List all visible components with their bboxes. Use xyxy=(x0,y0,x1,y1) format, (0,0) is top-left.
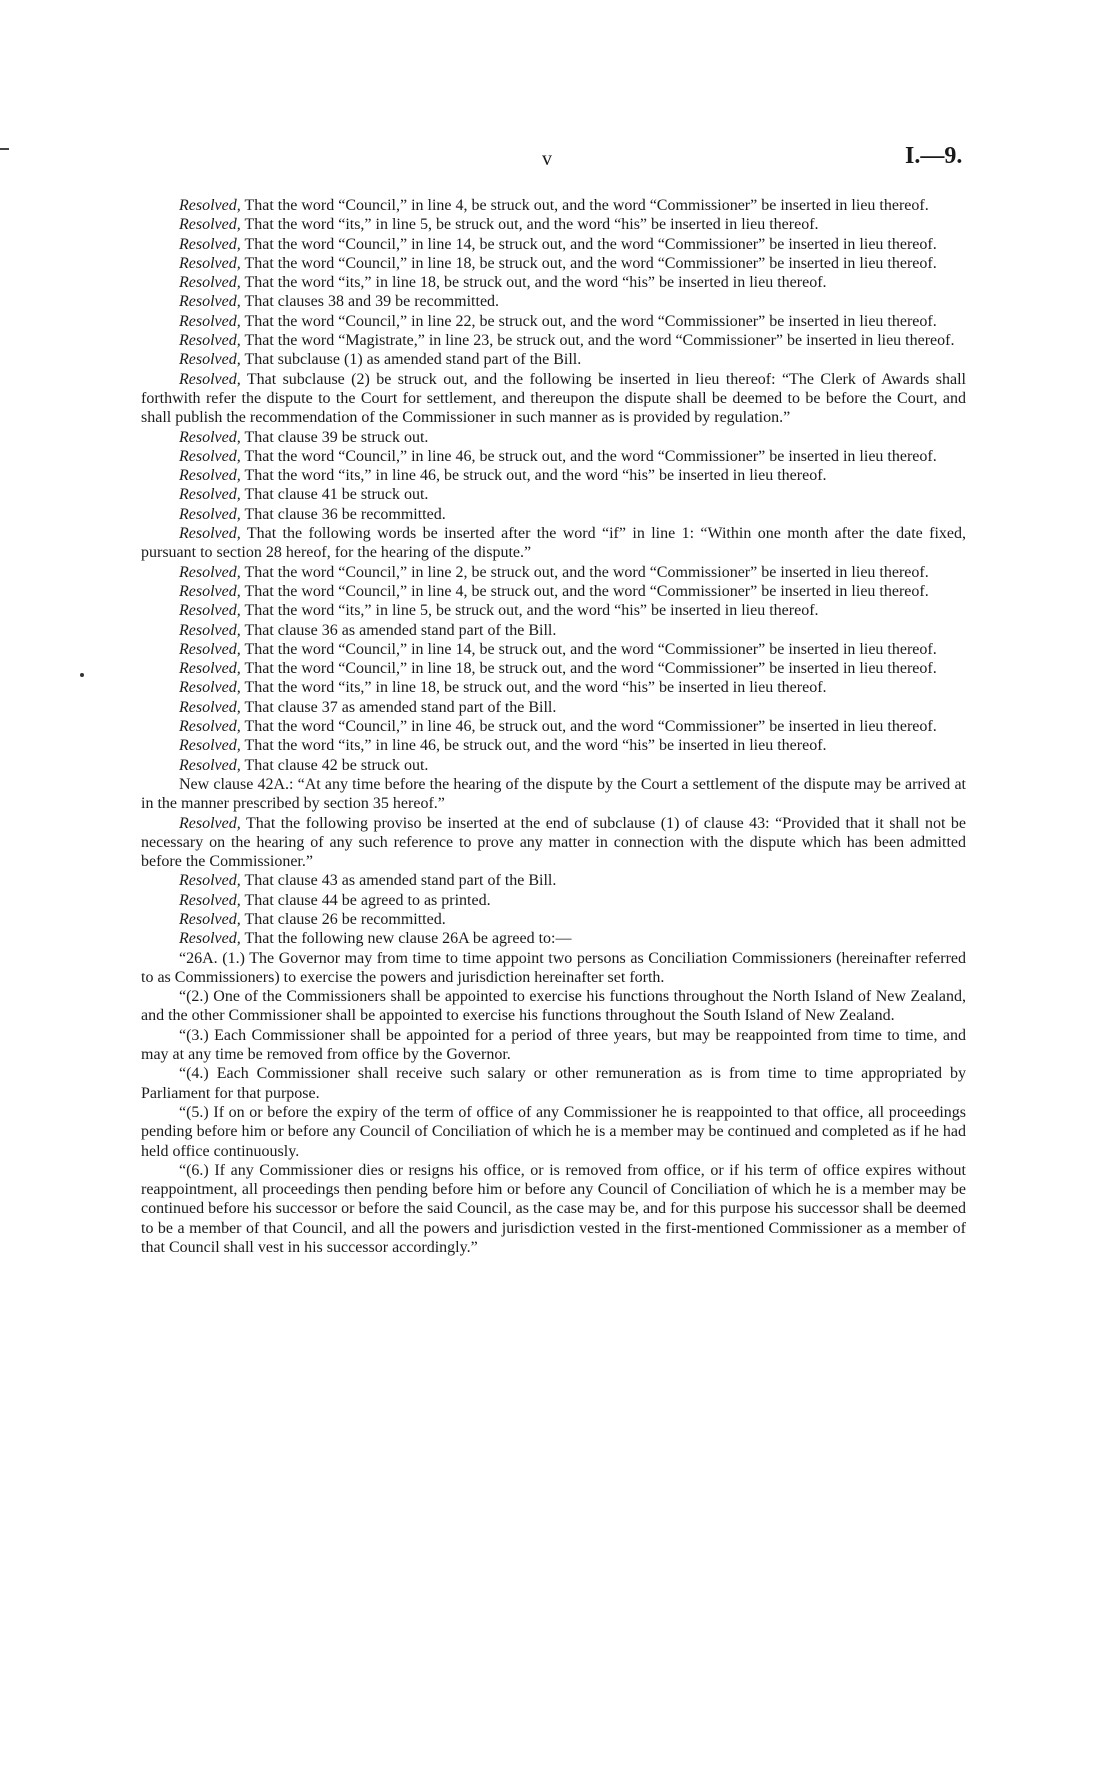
resolved-label: Resolved, xyxy=(179,293,241,311)
paragraph-text: “(6.) If any Commissioner dies or resigns his office, or is removed from office, or if his term of office expires without reappointment, all proceedings then pending before him or before any Council of Conciliation of which he is a member may be continued before his successor or before the said Council, as the case may be, and for this purpose his successor shall be deemed to be a member of that Council, and all the powers and jurisdiction vested in the first-mentioned Commissioner as a member of that Council shall vest in his successor accordingly.” xyxy=(141,1161,966,1257)
paragraph-text: That clause 43 as amended stand part of the Bill. xyxy=(240,872,557,890)
resolution-paragraph xyxy=(141,910,966,929)
resolved-label: Resolved, xyxy=(179,332,241,350)
resolution-paragraph xyxy=(141,1064,966,1103)
resolved-label: Resolved, xyxy=(179,274,241,292)
paragraph-text: That the word “its,” in line 18, be struck out, and the word “his” be inserted in lieu thereof. xyxy=(240,679,827,697)
paragraph-text: That the word “Council,” in line 46, be struck out, and the word “Commissioner” be inserted in lieu thereof. xyxy=(240,718,937,736)
resolution-paragraph xyxy=(141,756,966,775)
resolved-label: Resolved, xyxy=(179,910,241,928)
resolution-paragraph xyxy=(141,640,966,659)
paragraph-text: “(4.) Each Commissioner shall receive such salary or other remuneration as is from time to time appropriated by Parliament for that purpose. xyxy=(141,1065,966,1102)
resolution-paragraph xyxy=(141,254,966,273)
resolution-paragraph xyxy=(141,891,966,910)
resolution-paragraph xyxy=(141,601,966,620)
resolution-paragraph xyxy=(141,370,966,428)
resolution-paragraph xyxy=(141,949,966,988)
resolution-paragraph xyxy=(141,273,966,292)
paragraph-text: That the word “its,” in line 18, be struck out, and the word “his” be inserted in lieu thereof. xyxy=(240,274,827,292)
paragraph-text: That the word “Magistrate,” in line 23, be struck out, and the word “Commissioner” be inserted in lieu thereof. xyxy=(240,332,955,350)
resolved-label: Resolved, xyxy=(179,698,241,716)
resolution-paragraph xyxy=(141,814,966,872)
resolution-paragraph xyxy=(141,196,966,215)
page-number: v xyxy=(542,148,553,170)
paragraph-text: That subclause (1) as amended stand part of the Bill. xyxy=(240,351,582,369)
paragraph-text: That the word “its,” in line 46, be struck out, and the word “his” be inserted in lieu thereof. xyxy=(240,737,827,755)
paragraph-text: That the word “Council,” in line 2, be struck out, and the word “Commissioner” be inserted in lieu thereof. xyxy=(240,563,929,581)
resolved-label: Resolved, xyxy=(179,254,241,272)
resolution-paragraph xyxy=(141,698,966,717)
paragraph-text: That clauses 38 and 39 be recommitted. xyxy=(240,293,500,311)
resolved-label: Resolved, xyxy=(179,370,241,388)
resolution-paragraph xyxy=(141,235,966,254)
resolved-label: Resolved, xyxy=(179,582,241,600)
paragraph-text: That clause 26 be recommitted. xyxy=(240,910,446,928)
resolution-paragraph xyxy=(141,871,966,890)
paragraph-text: That the word “its,” in line 5, be struck out, and the word “his” be inserted in lieu thereof. xyxy=(240,216,819,234)
paragraph-text: That the word “Council,” in line 46, be struck out, and the word “Commissioner” be inserted in lieu thereof. xyxy=(240,447,937,465)
resolution-paragraph xyxy=(141,485,966,504)
margin-mark xyxy=(0,148,9,150)
paragraph-text: That the word “Council,” in line 14, be struck out, and the word “Commissioner” be inserted in lieu thereof. xyxy=(240,235,937,253)
resolution-paragraph xyxy=(141,563,966,582)
resolved-label: Resolved, xyxy=(179,756,241,774)
resolution-paragraph xyxy=(141,717,966,736)
resolution-paragraph xyxy=(141,1161,966,1257)
resolved-label: Resolved, xyxy=(179,891,241,909)
resolved-label: Resolved, xyxy=(179,563,241,581)
resolved-label: Resolved, xyxy=(179,621,241,639)
resolved-label: Resolved, xyxy=(179,640,241,658)
paragraph-text: That the word “Council,” in line 14, be struck out, and the word “Commissioner” be inserted in lieu thereof. xyxy=(240,640,937,658)
resolved-label: Resolved, xyxy=(179,814,241,832)
paragraph-text: That the word “its,” in line 46, be struck out, and the word “his” be inserted in lieu thereof. xyxy=(240,467,827,485)
resolution-paragraph xyxy=(141,621,966,640)
resolved-label: Resolved, xyxy=(179,660,241,678)
resolved-label: Resolved, xyxy=(179,679,241,697)
resolution-paragraph xyxy=(141,659,966,678)
margin-dot xyxy=(80,673,84,677)
paragraph-text: That the word “Council,” in line 4, be struck out, and the word “Commissioner” be inserted in lieu thereof. xyxy=(240,197,929,214)
paragraph-text: That clause 36 as amended stand part of the Bill. xyxy=(240,621,557,639)
paragraph-text: That clause 41 be struck out. xyxy=(240,486,429,504)
resolved-label: Resolved, xyxy=(179,930,241,948)
resolved-label: Resolved, xyxy=(179,505,241,523)
paper-reference: I.—9. xyxy=(905,143,963,169)
paragraph-text: That clause 36 be recommitted. xyxy=(240,505,446,523)
resolution-paragraph xyxy=(141,350,966,369)
paragraph-text: That the word “Council,” in line 4, be struck out, and the word “Commissioner” be inserted in lieu thereof. xyxy=(240,582,929,600)
paragraph-text: That clause 42 be struck out. xyxy=(240,756,429,774)
paragraph-text: “(5.) If on or before the expiry of the term of office of any Commissioner he is reappointed to that office, all proceedings pending before him or before any Council of Conciliation of which he is a member may be continued and completed as if he had held office continuously. xyxy=(141,1103,966,1160)
resolution-paragraph xyxy=(141,987,966,1026)
resolved-label: Resolved, xyxy=(179,235,241,253)
resolved-label: Resolved, xyxy=(179,197,241,214)
paragraph-text: That clause 44 be agreed to as printed. xyxy=(240,891,491,909)
resolved-label: Resolved, xyxy=(179,312,241,330)
paragraph-text: That subclause (2) be struck out, and the following be inserted in lieu thereof: “The Clerk of Awards shall forthwith refer the dispute to the Court for settlement, and thereupon the dispute shall be deemed to be before the Court, and shall publish the recommendation of the Commissioner in such manner as is provided by regulation.” xyxy=(141,370,966,427)
resolved-label: Resolved, xyxy=(179,737,241,755)
resolution-paragraph xyxy=(141,582,966,601)
resolution-paragraph xyxy=(141,678,966,697)
resolution-paragraph xyxy=(141,312,966,331)
paragraph-text: That the word “Council,” in line 22, be struck out, and the word “Commissioner” be inserted in lieu thereof. xyxy=(240,312,937,330)
paragraph-text: That clause 37 as amended stand part of the Bill. xyxy=(240,698,557,716)
resolved-label: Resolved, xyxy=(179,428,241,446)
resolution-paragraph xyxy=(141,736,966,755)
document-body xyxy=(141,196,966,1257)
resolution-paragraph xyxy=(141,775,966,814)
resolved-label: Resolved, xyxy=(179,216,241,234)
paragraph-text: That the following new clause 26A be agreed to:— xyxy=(240,930,572,948)
paragraph-text: That the word “Council,” in line 18, be struck out, and the word “Commissioner” be inserted in lieu thereof. xyxy=(240,254,937,272)
resolution-paragraph xyxy=(141,1103,966,1161)
resolved-label: Resolved, xyxy=(179,525,241,543)
paragraph-text: That the word “its,” in line 5, be struck out, and the word “his” be inserted in lieu thereof. xyxy=(240,602,819,620)
paragraph-text: That clause 39 be struck out. xyxy=(240,428,429,446)
resolution-paragraph xyxy=(141,929,966,948)
resolution-paragraph xyxy=(141,428,966,447)
resolution-paragraph xyxy=(141,331,966,350)
resolution-paragraph xyxy=(141,215,966,234)
resolution-paragraph xyxy=(141,1026,966,1065)
resolved-label: Resolved, xyxy=(179,872,241,890)
resolution-paragraph xyxy=(141,524,966,563)
paragraph-text: “26A. (1.) The Governor may from time to time appoint two persons as Conciliation Commissioners (hereinafter referred to as Commissioners) to exercise the powers and jurisdiction hereinafter set forth. xyxy=(141,949,966,986)
paragraph-text: That the word “Council,” in line 18, be struck out, and the word “Commissioner” be inserted in lieu thereof. xyxy=(240,660,937,678)
paragraph-text: New clause 42A.: “At any time before the hearing of the dispute by the Court a settlement of the dispute may be arrived at in the manner prescribed by section 35 hereof.” xyxy=(141,775,966,813)
resolution-paragraph xyxy=(141,505,966,524)
resolved-label: Resolved, xyxy=(179,351,241,369)
resolution-paragraph xyxy=(141,447,966,466)
paragraph-text: “(3.) Each Commissioner shall be appointed for a period of three years, but may be reappointed from time to time, and may at any time be removed from office by the Governor. xyxy=(141,1026,966,1064)
resolved-label: Resolved, xyxy=(179,718,241,736)
resolved-label: Resolved, xyxy=(179,486,241,504)
resolution-paragraph xyxy=(141,292,966,311)
resolution-paragraph xyxy=(141,466,966,485)
paragraph-text: “(2.) One of the Commissioners shall be appointed to exercise his functions throughout the North Island of New Zealand, and the other Commissioner shall be appointed to exercise his functions throughout the South Island of New Zealand. xyxy=(141,988,966,1025)
resolved-label: Resolved, xyxy=(179,467,241,485)
paragraph-text: That the following proviso be inserted at the end of subclause (1) of clause 43: “Provided that it shall not be necessary on the hearing of any such reference to prove any matter in connection with the dispute which has been admitted before the Commissioner.” xyxy=(141,814,966,871)
paragraph-text: That the following words be inserted after the word “if” in line 1: “Within one month after the date fixed, pursuant to section 28 hereof, for the hearing of the dispute.” xyxy=(141,525,966,562)
resolved-label: Resolved, xyxy=(179,447,241,465)
resolved-label: Resolved, xyxy=(179,602,241,620)
